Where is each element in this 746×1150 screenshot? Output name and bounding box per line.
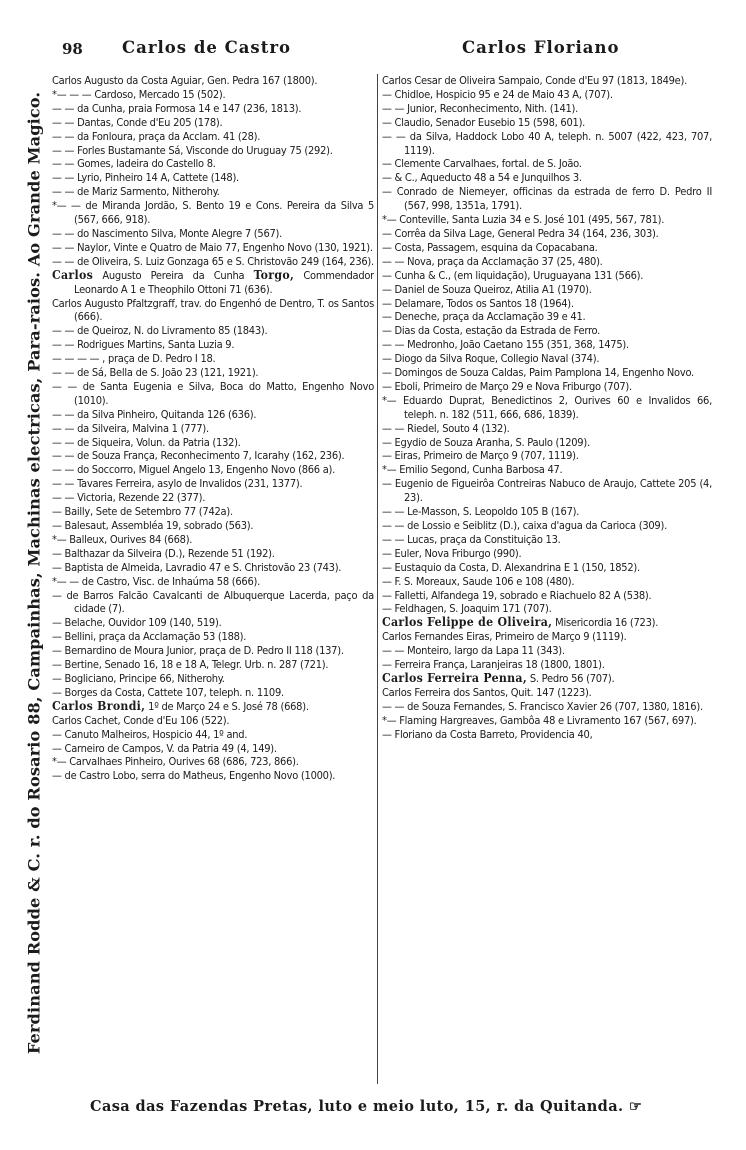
entry-text: — Balesaut, Assembléa 19, sobrado (563).: [52, 519, 254, 532]
directory-entry: [52, 672, 374, 686]
directory-entry: [52, 714, 374, 728]
entry-text: *— — de Miranda Jordão, S. Bento 19 e Cons. Pereira da Silva 5 (567, 666, 918).: [52, 199, 374, 227]
entry-text: — F. S. Moreaux, Saude 106 e 108 (480).: [382, 574, 575, 588]
directory-entry: [382, 672, 712, 686]
directory-entry: [52, 491, 374, 505]
directory-entry: [52, 352, 374, 366]
directory-entry: [52, 408, 374, 422]
directory-entry: [52, 742, 374, 756]
directory-entry: [52, 144, 374, 158]
directory-entry: [382, 589, 712, 603]
directory-entry: [382, 630, 712, 644]
directory-entry: [52, 630, 374, 644]
directory-entry: [382, 714, 712, 728]
entry-text: — Feldhagen, S. Joaquim 171 (707).: [382, 602, 552, 616]
entry-text: Carlos Augusto Pfaltzgraff, trav. do Engenhó de Dentro, T. os Santos (666).: [52, 296, 374, 324]
entry-text: — Costa, Passagem, esquina da Copacabana.: [382, 240, 598, 254]
entry-text: — Domingos de Souza Caldas, Paim Pamplona 14, Engenho Novo.: [382, 366, 694, 380]
directory-entry: [382, 644, 712, 658]
entry-text: Carlos Cachet, Conde d'Eu 106 (522).: [52, 713, 230, 727]
directory-entry: [382, 602, 712, 616]
directory-entry: [52, 116, 374, 130]
entry-bold-name: Carlos Brondi,: [52, 698, 146, 713]
directory-entry: [382, 283, 712, 297]
directory-entry: [382, 505, 712, 519]
entry-text: — Eiras, Primeiro de Março 9 (707, 1119).: [382, 449, 579, 463]
directory-entry: [382, 130, 712, 158]
directory-entry: [382, 185, 712, 213]
entry-text: — — de Souza Fernandes, S. Francisco Xavier 26 (707, 1380, 1816).: [382, 699, 703, 713]
entry-text: Carlos Fernandes Eiras, Primeiro de Março 9 (1119).: [382, 630, 627, 644]
directory-entry: [52, 658, 374, 672]
entry-text: Carlos Augusto da Costa Aguiar, Gen. Pedra 167 (1800).: [52, 74, 318, 87]
entry-text: — Balthazar da Silveira (D.), Rezende 51 (192).: [52, 546, 275, 560]
entry-text: *— Flaming Hargreaves, Gambôa 48 e Livramento 167 (567, 697).: [382, 713, 697, 727]
directory-entry: [382, 157, 712, 171]
directory-entry: [382, 463, 712, 477]
directory-entry: [52, 561, 374, 575]
entry-text: — Diogo da Silva Roque, Collegio Naval (374).: [382, 352, 600, 366]
entry-text: — — de Siqueira, Volun. da Patria (132).: [52, 435, 241, 449]
entry-text: — Egydio de Souza Aranha, S. Paulo (1209).: [382, 435, 590, 449]
entry-text: — Chidloe, Hospicio 95 e 24 de Maio 43 A, (707).: [382, 87, 613, 101]
entry-text: — — de Mariz Sarmento, Nitherohy.: [52, 185, 220, 199]
directory-entry: [382, 74, 712, 88]
column-divider: [377, 74, 378, 1084]
directory-entry: [382, 394, 712, 422]
entry-text: — Borges da Costa, Cattete 107, teleph. n. 1109.: [52, 685, 284, 699]
entry-text: — Claudio, Senador Eusebio 15 (598, 601).: [382, 115, 586, 129]
directory-entry: [382, 422, 712, 436]
entry-text: — — Lyrio, Pinheiro 14 A, Cattete (148).: [52, 171, 239, 185]
entry-text: S. Pedro 56 (707).: [526, 671, 615, 685]
directory-entry: [52, 616, 374, 630]
entry-text: — Canuto Malheiros, Hospicio 44, 1º and.: [52, 727, 248, 741]
directory-entry: [52, 130, 374, 144]
page-number: 98: [62, 40, 83, 58]
directory-entry: [52, 769, 374, 783]
entry-text: Carlos Cesar de Oliveira Sampaio, Conde d'Eu 97 (1813, 1849e).: [382, 74, 688, 87]
entry-text: *— — de Castro, Visc. de Inhaúma 58 (666).: [52, 574, 261, 588]
entry-text: — Bogliciano, Principe 66, Nitherohy.: [52, 671, 225, 685]
entry-text: — — Victoria, Rezende 22 (377).: [52, 491, 206, 505]
directory-entry: [382, 324, 712, 338]
entry-text: — — da Silva Pinheiro, Quitanda 126 (636).: [52, 407, 257, 421]
directory-entry: [52, 269, 374, 297]
entry-text: — — Junior, Reconhecimento, Nith. (141).: [382, 101, 579, 115]
directory-entry: [382, 449, 712, 463]
entry-text: — — do Soccorro, Miguel Angelo 13, Engenho Novo (866 a).: [52, 463, 336, 477]
directory-entry: [382, 297, 712, 311]
directory-entry: [52, 519, 374, 533]
directory-entry: [382, 338, 712, 352]
entry-text: — — da Silva, Haddock Lobo 40 A, teleph. n. 5007 (422, 423, 707, 1119).: [382, 129, 712, 157]
directory-entry: [52, 227, 374, 241]
directory-entry: [52, 74, 374, 88]
entry-text: — — de Santa Eugenia e Silva, Boca do Matto, Engenho Novo (1010).: [52, 379, 374, 407]
entry-text: — — Forles Bustamante Sá, Visconde do Uruguay 75 (292).: [52, 143, 333, 157]
directory-entry: [52, 199, 374, 227]
directory-entry: [382, 575, 712, 589]
directory-entry: [382, 241, 712, 255]
directory-entry: [382, 686, 712, 700]
directory-entry: [52, 297, 374, 325]
running-header-left: Carlos de Castro: [122, 38, 292, 57]
entry-text: — Dias da Costa, estação da Estrada de Ferro.: [382, 324, 601, 338]
entry-text: — Delamare, Todos os Santos 18 (1964).: [382, 296, 574, 310]
directory-entry: [382, 366, 712, 380]
entry-text: — — — — , praça de D. Pedro I 18.: [52, 352, 216, 366]
directory-entry: [382, 102, 712, 116]
entry-text: — — da Cunha, praia Formosa 14 e 147 (236, 1813).: [52, 101, 302, 115]
entry-text: — de Barros Falcão Cavalcanti de Albuquerque Lacerda, paço da cidade (7).: [52, 588, 374, 616]
sidebar-text: Ferdinand Rodde & C. r. do Rosario 88, Campainhas, Machinas electricas, Para-raios. Ao Grande Magico.: [24, 91, 44, 1054]
directory-entry: [382, 477, 712, 505]
directory-entry: [382, 700, 712, 714]
directory-entry: [52, 157, 374, 171]
entry-text: *— Carvalhaes Pinheiro, Ourives 68 (686, 723, 866).: [52, 755, 299, 769]
directory-entry: [382, 547, 712, 561]
directory-entry: [382, 171, 712, 185]
entry-text: *— Conteville, Santa Luzia 34 e S. José 101 (495, 567, 781).: [382, 213, 665, 227]
entry-text: — — Dantas, Conde d'Eu 205 (178).: [52, 115, 223, 129]
entry-text-continued: Commendador Leonardo A 1 e Theophilo Ottoni 71 (636).: [74, 268, 374, 296]
entry-bold-name: Carlos Ferreira Penna,: [382, 670, 527, 685]
entry-text: — Eustaquio da Costa, D. Alexandrina E 1 (150, 1852).: [382, 560, 640, 574]
directory-entry: [52, 366, 374, 380]
entry-text: — Floriano da Costa Barreto, Providencia 40,: [382, 727, 593, 741]
entry-text: — Bernardino de Moura Junior, praça de D. Pedro II 118 (137).: [52, 644, 344, 658]
left-column: [52, 74, 374, 1086]
entry-text: — — da Fonloura, praça da Acclam. 41 (28).: [52, 129, 261, 143]
entry-text: — — Naylor, Vinte e Quatro de Maio 77, Engenho Novo (130, 1921).: [52, 240, 373, 254]
entry-bold-surname: Torgo,: [253, 267, 295, 282]
entry-text: — — de Lossio e Seiblitz (D.), caixa d'agua da Carioca (309).: [382, 519, 667, 532]
entry-text: — Euler, Nova Friburgo (990).: [382, 546, 522, 560]
entry-text: *— Emilio Segond, Cunha Barbosa 47.: [382, 463, 563, 477]
directory-entry: [382, 88, 712, 102]
entry-text: — — Monteiro, largo da Lapa 11 (343).: [382, 644, 565, 658]
directory-entry: [52, 589, 374, 617]
entry-text: — & C., Aqueducto 48 a 54 e Junquilhos 3.: [382, 171, 582, 185]
entry-text: — — da Silveira, Malvina 1 (777).: [52, 421, 209, 435]
entry-text: — Belache, Ouvidor 109 (140, 519).: [52, 616, 222, 630]
entry-text: — Ferreira França, Laranjeiras 18 (1800, 1801).: [382, 658, 605, 672]
directory-entry: [52, 185, 374, 199]
entry-text: 1º de Março 24 e S. José 78 (668).: [145, 699, 309, 713]
entry-text: — — do Nascimento Silva, Monte Alegre 7 (567).: [52, 226, 283, 240]
entry-text: — Deneche, praça da Acclamação 39 e 41.: [382, 310, 586, 324]
entry-text: — — Rodrigues Martins, Santa Luzia 9.: [52, 338, 235, 352]
directory-entry: [52, 533, 374, 547]
directory-entry: [382, 436, 712, 450]
directory-entry: [382, 227, 712, 241]
directory-entry: [52, 700, 374, 714]
entry-text: — Conrado de Niemeyer, officinas da estrada de ferro D. Pedro II (567, 998, 1351a, 1791).: [382, 185, 712, 213]
entry-text: — — Le-Masson, S. Leopoldo 105 B (167).: [382, 505, 580, 519]
directory-entry: [52, 505, 374, 519]
directory-entry: [52, 88, 374, 102]
entry-text: — Carneiro de Campos, V. da Patria 49 (4, 149).: [52, 741, 277, 755]
entry-text: — Bertine, Senado 16, 18 e 18 A, Telegr. Urb. n. 287 (721).: [52, 658, 329, 672]
entry-bold-name: Carlos Felippe de Oliveira,: [382, 615, 553, 630]
directory-entry: [52, 171, 374, 185]
directory-entry: [52, 463, 374, 477]
entry-text: Misericordia 16 (723).: [552, 616, 659, 630]
entry-text: *— — — Cardoso, Mercado 15 (502).: [52, 87, 226, 101]
entry-text: — Clemente Carvalhaes, fortal. de S. João.: [382, 157, 582, 171]
entry-text: — de Castro Lobo, serra do Matheus, Engenho Novo (1000).: [52, 769, 336, 783]
directory-entry: [382, 310, 712, 324]
footer-advertisement: Casa das Fazendas Pretas, luto e meio luto, 15, r. da Quitanda. ☞: [90, 1098, 643, 1115]
directory-entry: [382, 728, 712, 742]
directory-entry: [52, 686, 374, 700]
entry-bold-name: Carlos: [52, 267, 94, 282]
entry-text: — — Gomes, ladeira do Castello 8.: [52, 157, 216, 171]
directory-entry: [52, 644, 374, 658]
directory-entry: [382, 658, 712, 672]
directory-entry: [382, 213, 712, 227]
directory-entry: [52, 241, 374, 255]
entry-text: — — Tavares Ferreira, asylo de Invalidos (231, 1377).: [52, 477, 303, 491]
directory-entry: [52, 728, 374, 742]
running-header-right: Carlos Floriano: [462, 38, 620, 57]
directory-entry: [52, 422, 374, 436]
entry-text: — — de Queiroz, N. do Livramento 85 (1843).: [52, 324, 268, 338]
directory-entry: [52, 338, 374, 352]
entry-text: — Daniel de Souza Queiroz, Atilia A1 (1970).: [382, 282, 592, 296]
directory-entry: [382, 533, 712, 547]
directory-entry: [52, 102, 374, 116]
entry-text: — — de Oliveira, S. Luiz Gonzaga 65 e S. Christovão 249 (164, 236).: [52, 254, 374, 268]
entry-text: Carlos Ferreira dos Santos, Quit. 147 (1223).: [382, 685, 592, 699]
directory-entry: [52, 477, 374, 491]
directory-entry: [52, 547, 374, 561]
entry-text: — Eboli, Primeiro de Março 29 e Nova Friburgo (707).: [382, 379, 632, 393]
directory-entry: [382, 561, 712, 575]
directory-entry: [382, 519, 712, 533]
directory-entry: [52, 436, 374, 450]
entry-text: — Cunha & C., (em liquidação), Uruguayana 131 (566).: [382, 268, 644, 282]
directory-entry: [382, 616, 712, 630]
entry-text: — — Medronho, João Caetano 155 (351, 368, 1475).: [382, 338, 629, 352]
entry-text: — Bellini, praça da Acclamação 53 (188).: [52, 630, 247, 644]
entry-text: — — Nova, praça da Acclamação 37 (25, 480).: [382, 254, 603, 268]
entry-text: — — Lucas, praça da Constituição 13.: [382, 532, 561, 546]
directory-entry: [52, 755, 374, 769]
right-column: [382, 74, 712, 1086]
entry-text: — Falletti, Alfandega 19, sobrado e Riachuelo 82 A (538).: [382, 588, 652, 602]
directory-entry: [52, 324, 374, 338]
directory-entry: [382, 380, 712, 394]
directory-entry: [382, 255, 712, 269]
directory-entry: [52, 380, 374, 408]
entry-text: — Baptista de Almeida, Lavradio 47 e S. Christovão 23 (743).: [52, 560, 342, 574]
directory-entry: [382, 352, 712, 366]
directory-entry: [52, 575, 374, 589]
entry-text: Augusto Pereira da Cunha: [93, 268, 254, 282]
entry-text: — — de Souza França, Reconhecimento 7, Icarahy (162, 236).: [52, 449, 345, 463]
entry-text: — — de Sá, Bella de S. João 23 (121, 1921).: [52, 366, 259, 380]
directory-entry: [52, 449, 374, 463]
entry-text: *— Eduardo Duprat, Benedictinos 2, Ourives 60 e Invalidos 66, teleph. n. 182 (511, 666, 686, 1839).: [382, 393, 712, 421]
entry-text: — Corrêa da Silva Lage, General Pedra 34 (164, 236, 303).: [382, 226, 659, 240]
entry-text: — Bailly, Sete de Setembro 77 (742a).: [52, 505, 233, 519]
sidebar-advertisement: [20, 55, 48, 1090]
directory-entry: [382, 116, 712, 130]
directory-entry: [52, 255, 374, 269]
entry-text: — Eugenio de Figueirôa Contreiras Nabuco de Araujo, Cattete 205 (4, 23).: [382, 477, 712, 505]
entry-text: *— Balleux, Ourives 84 (668).: [52, 532, 193, 546]
directory-entry: [382, 269, 712, 283]
entry-text: — — Riedel, Souto 4 (132).: [382, 421, 510, 435]
